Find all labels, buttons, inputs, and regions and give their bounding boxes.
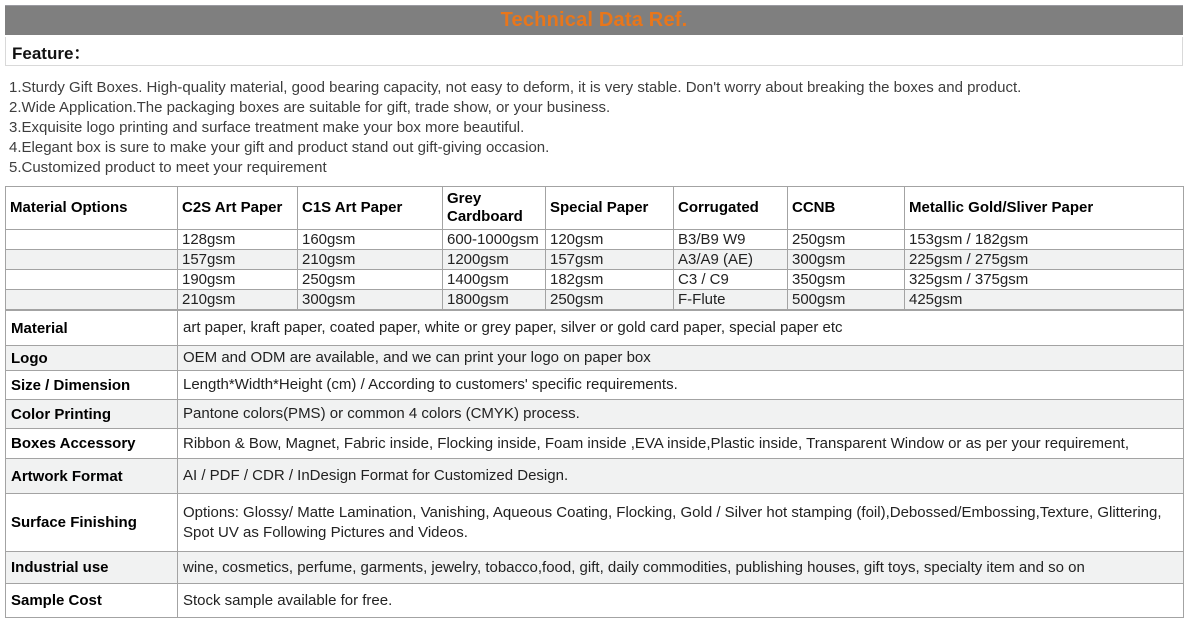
materials-table: [5, 186, 1184, 310]
materials-column-header: Material Options: [6, 187, 178, 230]
title-bar: [5, 5, 1183, 35]
details-row: [6, 584, 1184, 618]
materials-row: [6, 230, 1184, 250]
details-row-label: Size / Dimension: [6, 371, 178, 400]
materials-cell: 190gsm: [178, 270, 298, 290]
feature-item: 4.Elegant box is sure to make your gift and product stand out gift-giving occasion.: [9, 139, 550, 156]
materials-cell: 500gsm: [788, 290, 905, 310]
materials-cell: 250gsm: [298, 270, 443, 290]
materials-cell: 157gsm: [546, 250, 674, 270]
details-row-value: AI / PDF / CDR / InDesign Format for Customized Design.: [178, 459, 1184, 494]
feature-item: 1.Sturdy Gift Boxes. High-quality material, good bearing capacity, not easy to deform, it is very stable. Don't worry about breaking the boxes and product.: [9, 79, 1022, 96]
materials-cell: 300gsm: [298, 290, 443, 310]
materials-cell: 250gsm: [788, 230, 905, 250]
details-row: [6, 371, 1184, 400]
materials-cell: A3/A9 (AE): [674, 250, 788, 270]
materials-column-header: Metallic Gold/Sliver Paper: [905, 187, 1184, 230]
feature-list: [9, 78, 1183, 178]
details-row: [6, 429, 1184, 459]
materials-cell: 300gsm: [788, 250, 905, 270]
details-row-value: Ribbon & Bow, Magnet, Fabric inside, Flocking inside, Foam inside ,EVA inside,Plastic inside, Transparent Window or as per your requirement,: [178, 429, 1184, 459]
materials-row: [6, 270, 1184, 290]
feature-header: [5, 37, 1183, 66]
materials-cell: 210gsm: [178, 290, 298, 310]
feature-label: Feature：: [12, 43, 91, 63]
materials-cell: 225gsm / 275gsm: [905, 250, 1184, 270]
details-row-label: Color Printing: [6, 400, 178, 429]
page: [5, 5, 1183, 618]
materials-header-row: [6, 187, 1184, 230]
details-row-value: Length*Width*Height (cm) / According to customers' specific requirements.: [178, 371, 1184, 400]
materials-cell: 157gsm: [178, 250, 298, 270]
details-row-label: Sample Cost: [6, 584, 178, 618]
details-row-label: Material: [6, 311, 178, 346]
materials-cell: 1800gsm: [443, 290, 546, 310]
materials-cell: 325gsm / 375gsm: [905, 270, 1184, 290]
details-row: [6, 400, 1184, 429]
feature-item: 5.Customized product to meet your requirement: [9, 159, 327, 176]
details-row-label: Boxes Accessory: [6, 429, 178, 459]
materials-cell: 182gsm: [546, 270, 674, 290]
materials-cell: B3/B9 W9: [674, 230, 788, 250]
details-row: [6, 552, 1184, 584]
materials-cell: 210gsm: [298, 250, 443, 270]
details-row-label: Industrial use: [6, 552, 178, 584]
details-row-value: Stock sample available for free.: [178, 584, 1184, 618]
details-row-value: OEM and ODM are available, and we can print your logo on paper box: [178, 346, 1184, 371]
details-row: [6, 494, 1184, 552]
materials-cell: C3 / C9: [674, 270, 788, 290]
materials-cell: 1200gsm: [443, 250, 546, 270]
materials-cell: 600-1000gsm: [443, 230, 546, 250]
materials-column-header: Corrugated: [674, 187, 788, 230]
materials-cell: [6, 270, 178, 290]
materials-row: [6, 250, 1184, 270]
materials-cell: 153gsm / 182gsm: [905, 230, 1184, 250]
page-title: Technical Data Ref.: [500, 9, 688, 31]
details-row: [6, 311, 1184, 346]
materials-cell: [6, 290, 178, 310]
materials-cell: 1400gsm: [443, 270, 546, 290]
materials-row: [6, 290, 1184, 310]
details-row-label: Logo: [6, 346, 178, 371]
details-row-value: art paper, kraft paper, coated paper, white or grey paper, silver or gold card paper, special paper etc: [178, 311, 1184, 346]
details-table: [5, 310, 1184, 618]
materials-cell: 250gsm: [546, 290, 674, 310]
materials-column-header: Grey Cardboard: [443, 187, 546, 230]
feature-item: 2.Wide Application.The packaging boxes are suitable for gift, trade show, or your business.: [9, 99, 611, 116]
details-row-value: Pantone colors(PMS) or common 4 colors (CMYK) process.: [178, 400, 1184, 429]
details-row: [6, 346, 1184, 371]
materials-column-header: CCNB: [788, 187, 905, 230]
materials-cell: 120gsm: [546, 230, 674, 250]
materials-column-header: C1S Art Paper: [298, 187, 443, 230]
details-row: [6, 459, 1184, 494]
materials-cell: 160gsm: [298, 230, 443, 250]
materials-cell: 350gsm: [788, 270, 905, 290]
materials-cell: 128gsm: [178, 230, 298, 250]
details-row-value: Options: Glossy/ Matte Lamination, Vanishing, Aqueous Coating, Flocking, Gold / Silver hot stamping (foil),Debossed/Embossing,Texture, Glittering, Spot UV as Following Pictures and Videos.: [178, 494, 1184, 552]
feature-item: 3.Exquisite logo printing and surface treatment make your box more beautiful.: [9, 119, 525, 136]
materials-cell: [6, 230, 178, 250]
materials-column-header: C2S Art Paper: [178, 187, 298, 230]
materials-cell: F-Flute: [674, 290, 788, 310]
details-row-label: Artwork Format: [6, 459, 178, 494]
details-row-value: wine, cosmetics, perfume, garments, jewelry, tobacco,food, gift, daily commodities, publishing houses, gift toys, specialty item and so on: [178, 552, 1184, 584]
details-row-label: Surface Finishing: [6, 494, 178, 552]
materials-cell: 425gsm: [905, 290, 1184, 310]
materials-cell: [6, 250, 178, 270]
materials-column-header: Special Paper: [546, 187, 674, 230]
